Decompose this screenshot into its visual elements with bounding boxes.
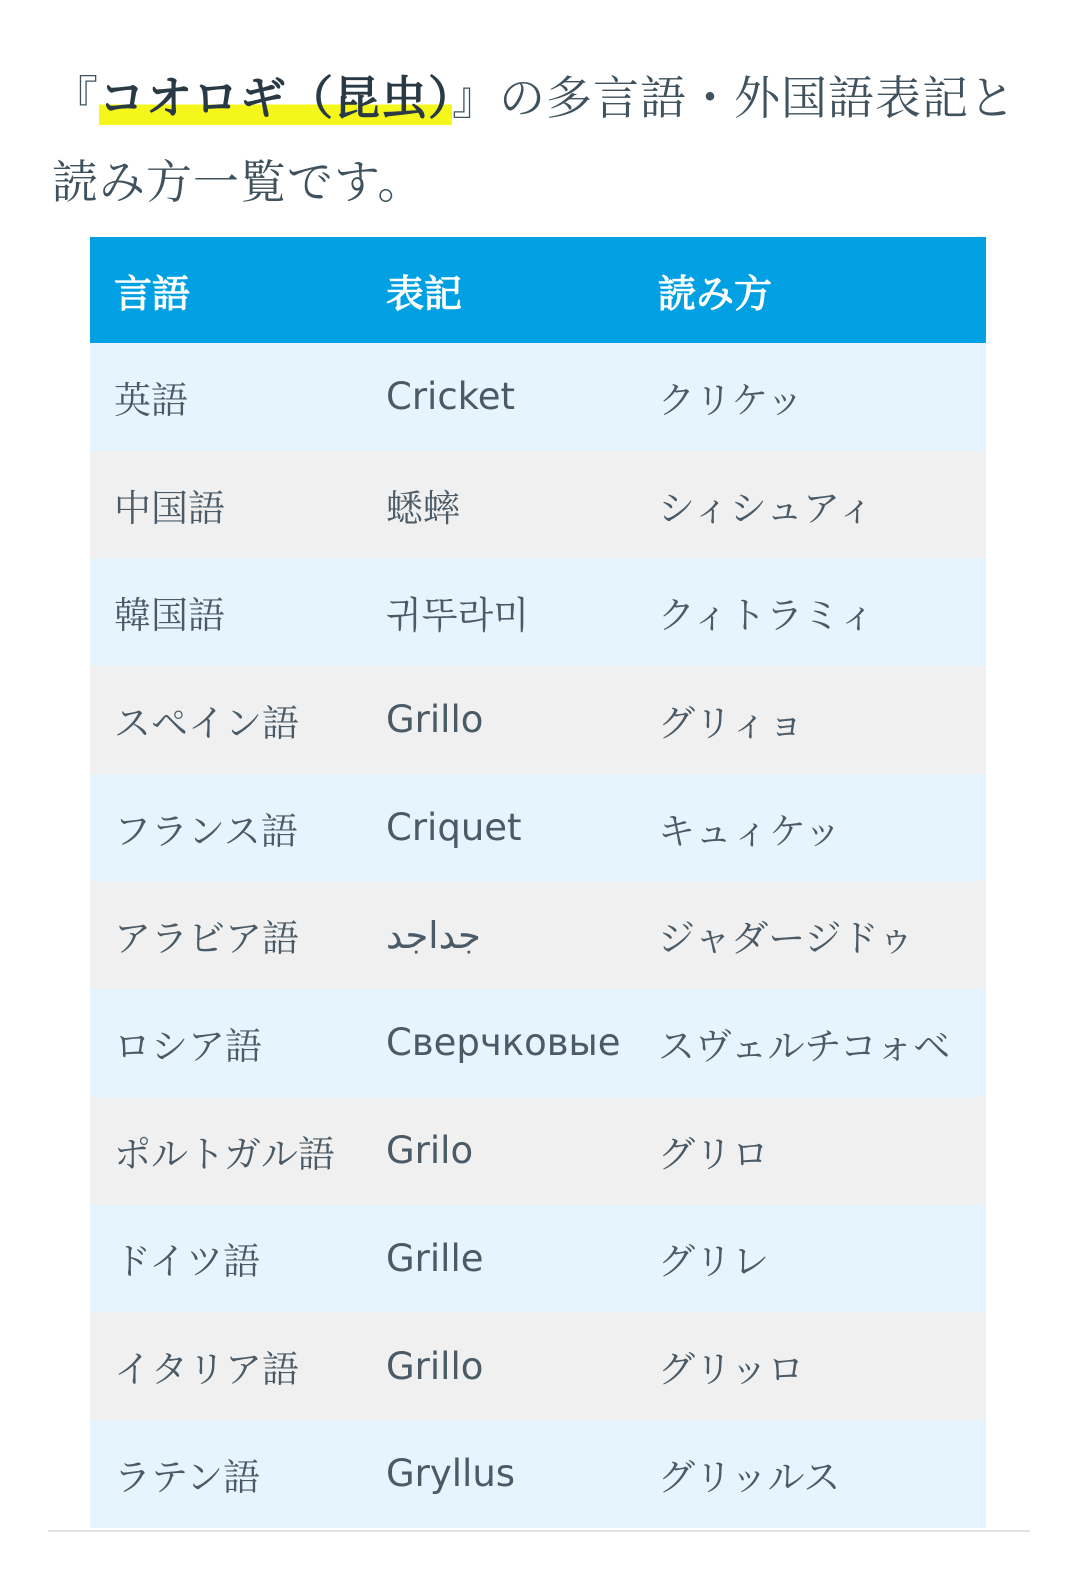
table-row	[90, 881, 986, 989]
table-row	[90, 343, 986, 451]
bottom-divider	[48, 1530, 1030, 1532]
cell-notation: جداجد	[362, 881, 634, 989]
table-row	[90, 1097, 986, 1205]
table-row	[90, 774, 986, 882]
table-body	[90, 343, 986, 1528]
table-row	[90, 1205, 986, 1313]
cell-notation: Grillo	[362, 1312, 634, 1420]
cell-language: ポルトガル語	[90, 1097, 362, 1205]
cell-reading: ジャダージドゥ	[634, 881, 986, 989]
cell-language: 中国語	[90, 451, 362, 559]
cell-notation: Cricket	[362, 343, 634, 451]
cell-reading: スヴェルチコォベ	[634, 989, 986, 1097]
cell-language: アラビア語	[90, 881, 362, 989]
table-row	[90, 1312, 986, 1420]
cell-notation: Criquet	[362, 774, 634, 882]
cell-notation: Grilo	[362, 1097, 634, 1205]
intro-paragraph	[52, 56, 1042, 224]
cell-language: ラテン語	[90, 1420, 362, 1528]
cell-reading: グリレ	[634, 1205, 986, 1313]
cell-reading: クリケッ	[634, 343, 986, 451]
cell-reading: キュィケッ	[634, 774, 986, 882]
cell-language: ロシア語	[90, 989, 362, 1097]
cell-reading: グリロ	[634, 1097, 986, 1205]
intro-open-bracket: 『	[52, 71, 99, 125]
cell-reading: グリィョ	[634, 666, 986, 774]
cell-reading: クィトラミィ	[634, 558, 986, 666]
cell-language: スペイン語	[90, 666, 362, 774]
cell-reading: グリッロ	[634, 1312, 986, 1420]
cell-notation: Grillo	[362, 666, 634, 774]
table-row	[90, 989, 986, 1097]
header-row	[90, 237, 986, 343]
table-row	[90, 558, 986, 666]
cell-reading: シィシュアィ	[634, 451, 986, 559]
cell-notation: 蟋蟀	[362, 451, 634, 559]
cell-notation: 귀뚜라미	[362, 558, 634, 666]
table-row	[90, 451, 986, 559]
table-row	[90, 1420, 986, 1528]
cell-reading: グリッルス	[634, 1420, 986, 1528]
table-header	[90, 237, 986, 343]
language-table	[90, 237, 986, 1528]
header-reading: 読み方	[634, 237, 986, 343]
cell-language: イタリア語	[90, 1312, 362, 1420]
cell-notation: Gryllus	[362, 1420, 634, 1528]
cell-language: 韓国語	[90, 558, 362, 666]
intro-rest-text: の多言語・外国語表記と読み方一覧です。	[52, 71, 1016, 209]
intro-subject-highlight: コオロギ（昆虫）	[99, 71, 452, 125]
cell-language: ドイツ語	[90, 1205, 362, 1313]
cell-notation: Grille	[362, 1205, 634, 1313]
cell-language: フランス語	[90, 774, 362, 882]
header-language: 言語	[90, 237, 362, 343]
cell-notation: Сверчковые	[362, 989, 634, 1097]
intro-close-bracket: 』	[452, 71, 499, 125]
cell-language: 英語	[90, 343, 362, 451]
header-notation: 表記	[362, 237, 634, 343]
table-row	[90, 666, 986, 774]
